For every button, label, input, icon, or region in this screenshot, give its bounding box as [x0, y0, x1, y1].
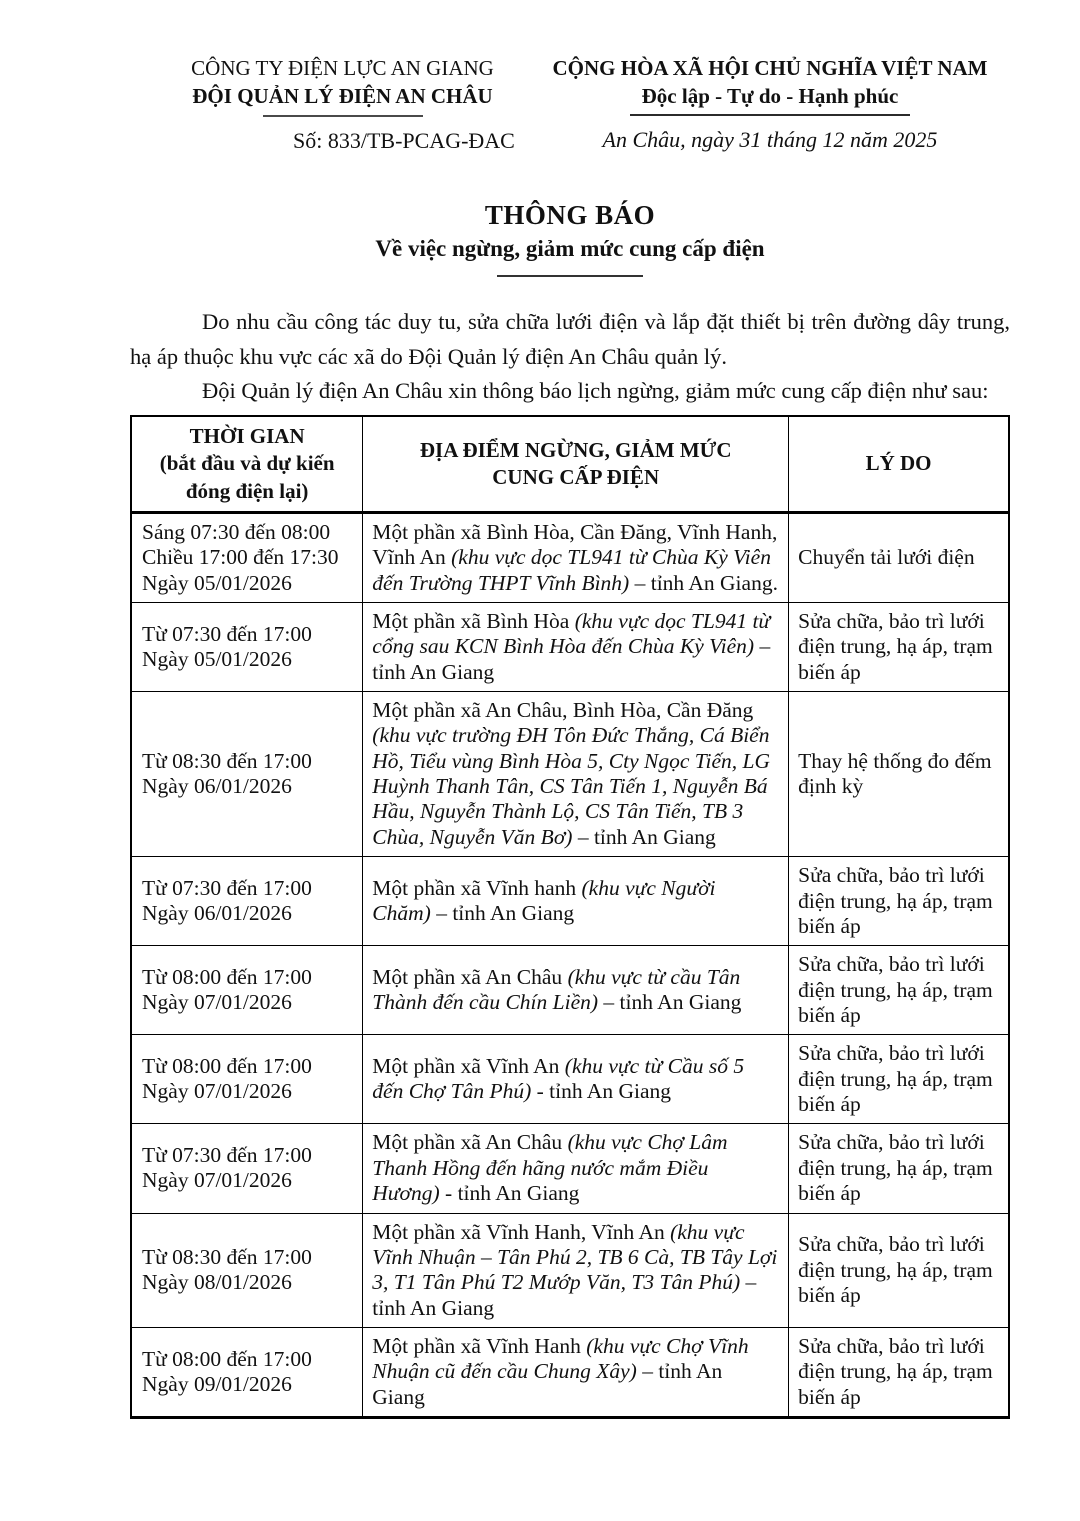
reason-cell: Sửa chữa, bảo trì lưới điện trung, hạ áp, trạm biến áp — [789, 1213, 1009, 1327]
header-left-underline — [263, 115, 423, 117]
outage-row — [131, 1124, 1009, 1213]
time-line: Ngày 07/01/2026 — [142, 1079, 292, 1104]
location-text: Một phần xã Vĩnh Hanh — [372, 1333, 587, 1358]
time-cell — [131, 946, 363, 1035]
time-line: Ngày 06/01/2026 — [142, 774, 292, 799]
outage-row — [131, 1035, 1009, 1124]
reason-cell: Sửa chữa, bảo trì lưới điện trung, hạ áp, trạm biến áp — [789, 1035, 1009, 1124]
outage-row — [131, 512, 1009, 602]
location-text: Một phần xã Vĩnh hanh — [372, 875, 582, 900]
time-line: Từ 07:30 đến 17:00 — [142, 621, 312, 646]
time-cell — [131, 1213, 363, 1327]
time-line: Từ 08:30 đến 17:00 — [142, 748, 312, 773]
time-line: Ngày 05/01/2026 — [142, 647, 292, 671]
time-cell — [131, 857, 363, 946]
place-date-line: An Châu, ngày 31 tháng 12 năm 2025 — [602, 127, 938, 153]
outage-row — [131, 602, 1009, 691]
reason-cell: Sửa chữa, bảo trì lưới điện trung, hạ áp, trạm biến áp — [789, 857, 1009, 946]
time-cell — [131, 1035, 363, 1124]
time-line: Từ 07:30 đến 17:00 — [142, 875, 312, 900]
time-line: Từ 08:30 đến 17:00 — [142, 1244, 312, 1269]
table-header-row — [131, 416, 1009, 512]
national-motto-line: Độc lập - Tự do - Hạnh phúc — [641, 83, 899, 108]
outage-row — [131, 946, 1009, 1035]
location-cell — [363, 1035, 789, 1124]
location-text: Một phần xã An Châu — [372, 1130, 568, 1155]
column-header-2: ĐỊA ĐIỂM NGỪNG, GIẢM MỨC CUNG CẤP ĐIỆN — [363, 416, 789, 512]
location-cell — [363, 1213, 789, 1327]
title-underline — [497, 275, 643, 277]
issuing-org-block — [175, 55, 515, 154]
time-line: Sáng 07:30 đến 08:00 — [142, 519, 331, 544]
outage-row — [131, 1213, 1009, 1327]
time-line: Ngày 09/01/2026 — [142, 1371, 292, 1396]
location-text: – tỉnh An Giang — [598, 990, 742, 1015]
intro-paragraph-1: Do nhu cầu công tác duy tu, sửa chữa lưới điện và lắp đặt thiết bị trên đường dây trung, hạ áp thuộc khu vực các xã do Đội Quản lý điện An Châu quản lý. — [130, 309, 1010, 369]
location-text: – tỉnh An Giang. — [629, 570, 778, 595]
location-area-detail: (khu vực từ cầu Tân Thành đến cầu Chín Liền) — [372, 964, 741, 1015]
outage-row — [131, 692, 1009, 857]
location-text: - tỉnh An Giang — [439, 1181, 580, 1206]
document-subtitle: Về việc ngừng, giảm mức cung cấp điện — [375, 236, 765, 262]
reason-cell: Sửa chữa, bảo trì lưới điện trung, hạ áp, trạm biến áp — [789, 1124, 1009, 1213]
location-area-detail: (khu vực dọc TL941 từ cổng sau KCN Bình Hòa đến Chùa Kỳ Viên) — [372, 608, 771, 659]
location-text: - tỉnh An Giang — [531, 1079, 672, 1104]
time-cell — [131, 692, 363, 857]
location-text: Một phần xã Bình Hòa, Cần Đăng, Vĩnh Hanh, Vĩnh An — [372, 519, 778, 570]
time-cell — [131, 602, 363, 691]
location-area-detail: (khu vực Chợ Lâm Thanh Hồng đến hãng nước mắm Điều Hương) — [372, 1130, 728, 1206]
title-block — [130, 200, 1010, 277]
document-header — [130, 55, 1010, 154]
document-number: Số: 833/TB-PCAG-ĐAC — [293, 128, 515, 154]
column-header-3: LÝ DO — [789, 416, 1009, 512]
column-header-1: THỜI GIAN (bắt đầu và dự kiến đóng điện lại) — [131, 416, 363, 512]
location-text: Một phần xã An Châu, Bình Hòa, Cần Đăng — [372, 698, 754, 723]
outage-row — [131, 1327, 1009, 1417]
table-header — [131, 416, 1009, 512]
location-cell — [363, 857, 789, 946]
document-title: THÔNG BÁO — [484, 200, 656, 231]
location-area-detail: (khu vực Vĩnh Nhuận – Tân Phú 2, TB 6 Cà, TB Tây Lợi 3, T1 Tân Phú T2 Mướp Văn, T3 Tân Phú) — [372, 1219, 778, 1295]
national-header-block — [530, 55, 1010, 153]
time-line: Từ 08:00 đến 17:00 — [142, 964, 312, 989]
time-cell — [131, 1124, 363, 1213]
location-area-detail: (khu vực từ Cầu số 5 đến Chợ Tân Phú) — [372, 1054, 745, 1104]
reason-cell: Sửa chữa, bảo trì lưới điện trung, hạ áp, trạm biến áp — [789, 946, 1009, 1035]
time-line: Ngày 06/01/2026 — [142, 901, 292, 926]
time-cell — [131, 1327, 363, 1417]
header-right-underline — [630, 114, 910, 116]
location-area-detail: (khu vực Người Chăm) — [372, 875, 716, 926]
outage-row — [131, 857, 1009, 946]
unit-name: ĐỘI QUẢN LÝ ĐIỆN AN CHÂU — [192, 83, 493, 108]
reason-cell: Thay hệ thống đo đếm định kỳ — [789, 692, 1009, 857]
time-line: Từ 07:30 đến 17:00 — [142, 1143, 312, 1168]
location-text: – tỉnh An Giang — [372, 634, 771, 684]
company-name: CÔNG TY ĐIỆN LỰC AN GIANG — [191, 56, 494, 80]
country-name-line: CỘNG HÒA XÃ HỘI CHỦ NGHĨA VIỆT NAM — [552, 56, 988, 80]
location-cell — [363, 512, 789, 602]
intro-paragraph-2: Đội Quản lý điện An Châu xin thông báo lịch ngừng, giảm mức cung cấp điện như sau: — [202, 377, 989, 403]
location-cell — [363, 602, 789, 691]
time-line: Ngày 07/01/2026 — [142, 990, 292, 1015]
location-text: – tỉnh An Giang — [372, 1359, 723, 1409]
location-cell — [363, 1327, 789, 1417]
location-text: – tỉnh An Giang — [372, 1270, 757, 1320]
location-text: Một phần xã Vĩnh An — [372, 1054, 565, 1079]
time-line: Ngày 07/01/2026 — [142, 1168, 292, 1193]
location-area-detail: (khu vực Chợ Vĩnh Nhuận cũ đến cầu Chung Xây) — [372, 1333, 749, 1384]
location-cell — [363, 946, 789, 1035]
location-cell — [363, 692, 789, 857]
location-text: – tỉnh An Giang — [577, 824, 716, 849]
location-text: Một phần xã An Châu — [372, 964, 568, 989]
time-line: Từ 08:00 đến 17:00 — [142, 1054, 312, 1079]
time-line: Ngày 08/01/2026 — [142, 1270, 292, 1295]
reason-cell: Sửa chữa, bảo trì lưới điện trung, hạ áp, trạm biến áp — [789, 602, 1009, 691]
outage-table-body — [131, 512, 1009, 1417]
outage-schedule-table — [130, 415, 1010, 1419]
location-text: Một phần xã Vĩnh Hanh, Vĩnh An — [372, 1219, 671, 1244]
reason-cell: Chuyển tải lưới điện — [789, 512, 1009, 602]
location-cell — [363, 1124, 789, 1213]
location-text: Một phần xã Bình Hòa — [372, 608, 575, 633]
location-area-detail: (khu vực trường ĐH Tôn Đức Thắng, Cá Biển Hồ, Tiểu vùng Bình Hòa 5, Cty Ngọc Tiến, LG Huỳnh Thanh Tân, CS Tân Tiến 1, Nguyễn Bá Hầu, Nguyễn Thành Lộ, CS Tân Tiến, TB 3 Chùa, Nguyễn Văn Bơ) — [372, 723, 771, 849]
time-cell — [131, 512, 363, 602]
location-area-detail: (khu vực dọc TL941 từ Chùa Kỳ Viên đến Trường THPT Vĩnh Bình) — [372, 545, 771, 595]
location-text: – tỉnh An Giang — [430, 901, 575, 926]
reason-cell: Sửa chữa, bảo trì lưới điện trung, hạ áp, trạm biến áp — [789, 1327, 1009, 1417]
intro-section — [130, 305, 1010, 408]
time-line: Chiều 17:00 đến 17:30 — [142, 545, 339, 570]
time-line: Từ 08:00 đến 17:00 — [142, 1346, 312, 1371]
time-line: Ngày 05/01/2026 — [142, 570, 292, 595]
